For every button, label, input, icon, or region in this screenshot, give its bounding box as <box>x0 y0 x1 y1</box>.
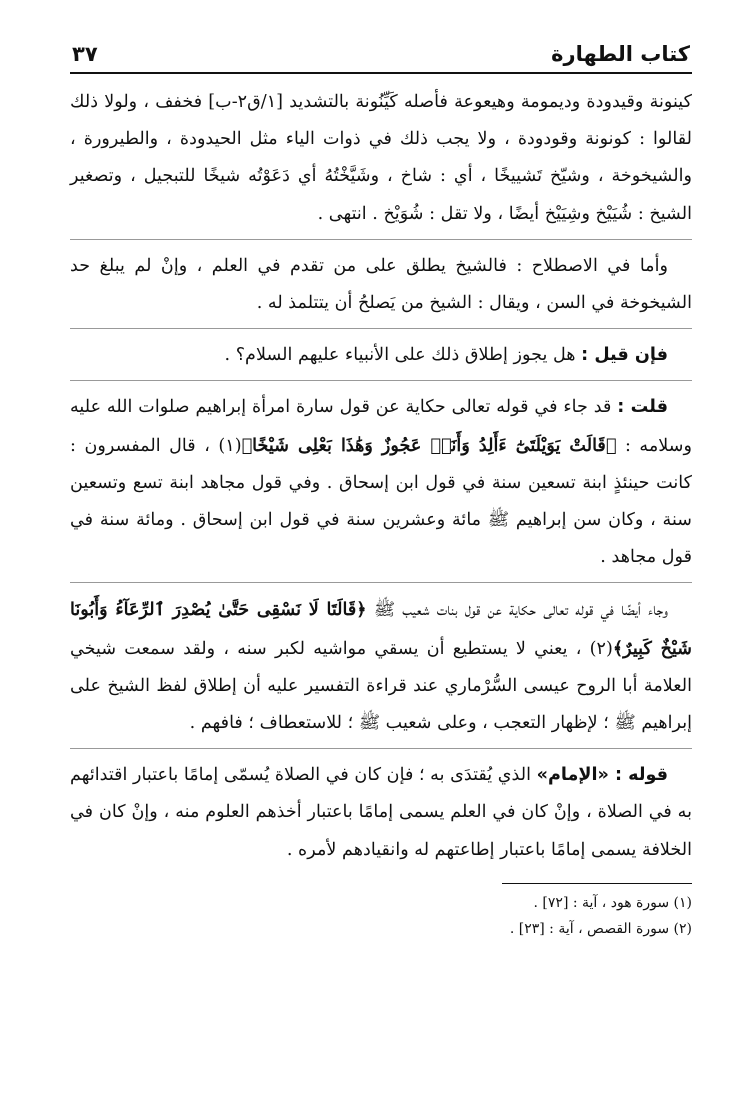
paragraph-text: وجاء أيضًا في قوله تعالى حكاية عن قول بنات شعيب ﷺ <box>373 600 669 621</box>
paragraph-text: (٢) ، يعني لا يستطيع أن يسقي مواشيه لكبر سنه ، ولقد سمعت شيخي العلامة أبا الروح عيسى السُّرْماري عند قراءة التفسير عليه أن إطلاق لفظ الشيخ على إبراهيم ﷺ ؛ لإظهار التعجب ، وعلى شعيب ﷺ ؛ للاستعطاف ؛ فافهم . <box>70 638 692 734</box>
footnote-rule <box>502 883 692 884</box>
lead-phrase: قوله : «الإمام» <box>536 765 668 786</box>
paragraph-separator <box>70 239 692 240</box>
paragraph-text: (١) ، قال المفسرون : كانت حينئذٍ ابنة تسعين سنة في قول ابن إسحاق . وفي قول مجاهد ابنة تسع وتسعين سنة ، وكان سن إبراهيم ﷺ مائة وعشرين سنة في قول ابن إسحاق . ومائة سنة في قول مجاهد . <box>70 435 692 568</box>
quran-verse: ﴿قَالَتَا لَا نَسْقِى حَتَّىٰ يُصْدِرَ ٱلرِّعَآءُ وَأَبُونَا شَيْخٌ كَبِيرٌ﴾ <box>70 599 692 659</box>
footnote-1: (١) سورة هود ، آية : [٧٢] . <box>533 894 692 911</box>
page-header <box>70 28 692 66</box>
paragraph-imam <box>70 757 692 869</box>
paragraph-text: كينونة وقيدودة وديمومة وهيعوعة فأصله كَيِّنُونة بالتشديد [١/ق٢-ب] فخفف ، ولولا ذلك لقالوا : كونونة وقودودة ، ولا يجب ذلك في ذوات الياء مثل الحيدودة ، والطيرورة ، والشيخوخة ، وشيّخ تَشييخًا ، أي : شاخ ، وشَيَّخْتُهُ أي دَعَوْتُه شيخًا للتبجيل ، وتصغير الشيخ : شُيَيْخ وشِيَيْخ أيضًا ، ولا تقل : شُوَيْخ . انتهى . <box>70 92 692 224</box>
paragraph-separator <box>70 582 692 583</box>
paragraph-separator <box>70 380 692 381</box>
paragraph-separator <box>70 328 692 329</box>
running-title: كتاب الطهارة <box>551 42 690 66</box>
paragraph-separator <box>70 748 692 749</box>
paragraph-text: قد جاء في قوله تعالى حكاية عن قول سارة امرأة إبراهيم صلوات الله عليه وسلامه : <box>70 397 692 456</box>
paragraph-shuayb <box>70 591 692 742</box>
page-number: ٣٧ <box>72 42 98 66</box>
paragraph-qultu <box>70 389 692 576</box>
footnote-2: (٢) سورة القصص ، آية : [٢٣] . <box>509 920 692 937</box>
footnotes <box>70 890 692 942</box>
lead-phrase: فإن قيل : <box>581 345 668 366</box>
book-page <box>70 28 692 942</box>
paragraph-text: وأما في الاصطلاح : فالشيخ يطلق على من تقدم في العلم ، وإنْ لم يبلغ حد الشيخوخة في السن ، ويقال : الشيخ من يَصلحُ أن يتتلمذ له . <box>70 255 692 314</box>
header-rule <box>70 72 692 74</box>
paragraph-kaynuna <box>70 84 692 233</box>
paragraph-text: الذي يُقتدَى به ؛ فإن كان في الصلاة يُسمّى إمامًا باعتبار اقتدائهم به في الصلاة ، وإنْ كان في العلم يسمى إمامًا باعتبار أخذهم العلوم منه ، وإنْ كان في الخلافة يسمى إمامًا باعتبار إطاعتهم له وانقيادهم لأمره . <box>70 765 692 860</box>
paragraph-text: هل يجوز إطلاق ذلك على الأنبياء عليهم السلام؟ . <box>224 345 576 366</box>
lead-phrase: قلت : <box>617 397 668 418</box>
body-text <box>70 84 692 869</box>
quran-verse: ﴿قَالَتْ يَوَيْلَتَىٰٓ ءَأَلِدُ وَأَنَا۠ عَجُوزٌ وَهَٰذَا بَعْلِى شَيْخًا﴾ <box>241 434 617 456</box>
paragraph-fa-in-qila <box>70 337 692 374</box>
paragraph-istilah <box>70 248 692 322</box>
